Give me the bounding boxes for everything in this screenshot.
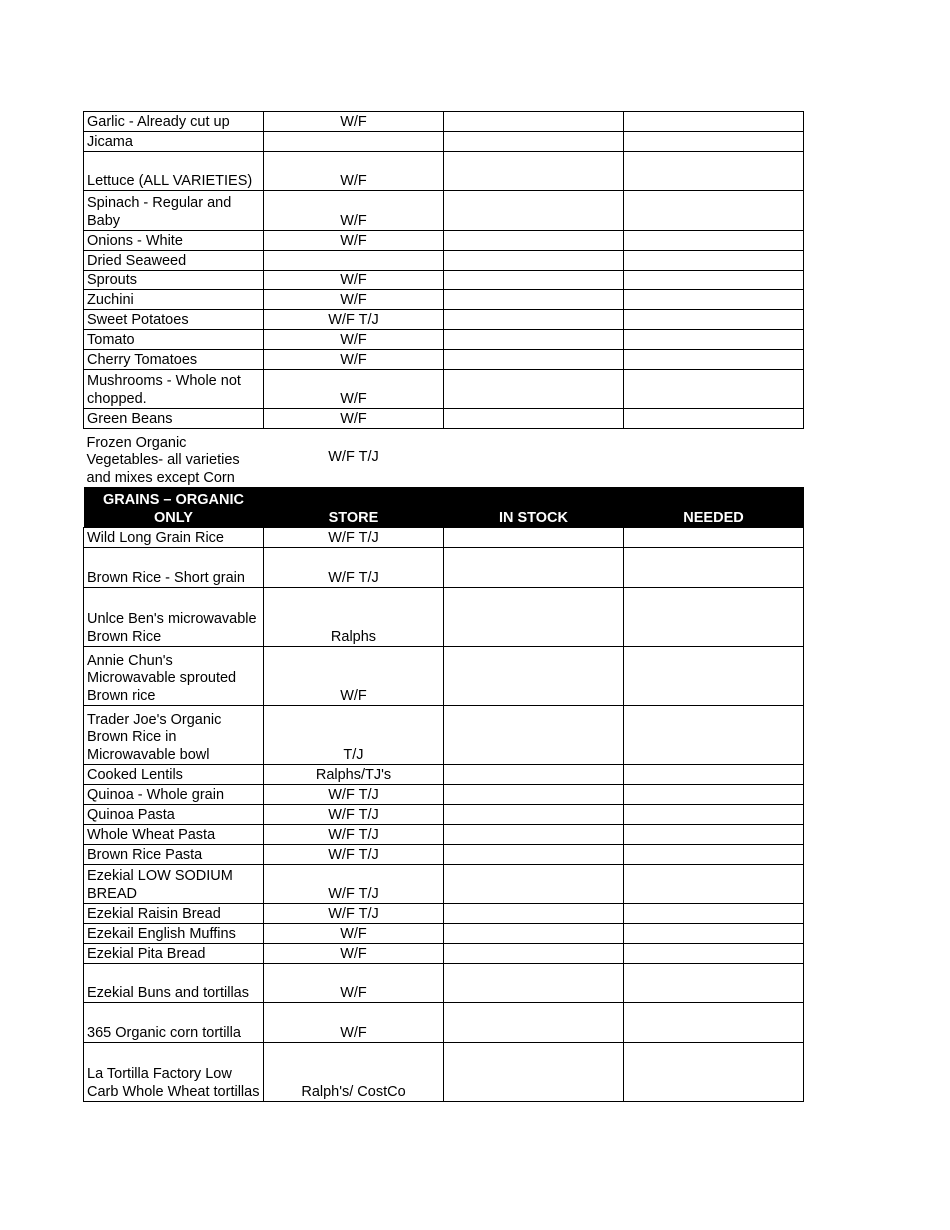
item-cell: Frozen Organic Vegetables- all varieties and mixes except Corn: [84, 429, 264, 488]
in-stock-cell[interactable]: [444, 152, 624, 191]
table-row: [84, 588, 804, 647]
in-stock-cell[interactable]: [444, 765, 624, 785]
in-stock-cell[interactable]: [444, 548, 624, 588]
in-stock-cell[interactable]: [444, 805, 624, 825]
needed-cell[interactable]: [624, 1043, 804, 1102]
in-stock-cell[interactable]: [444, 409, 624, 429]
needed-cell[interactable]: [624, 765, 804, 785]
store-cell: W/F T/J: [264, 904, 444, 924]
item-cell: Cherry Tomatoes: [84, 350, 264, 370]
store-cell: W/F: [264, 231, 444, 251]
in-stock-cell[interactable]: [444, 290, 624, 310]
in-stock-cell[interactable]: [444, 251, 624, 271]
store-cell: W/F: [264, 944, 444, 964]
table-row: [84, 350, 804, 370]
table-row: [84, 785, 804, 805]
needed-cell[interactable]: [624, 528, 804, 548]
in-stock-cell[interactable]: [444, 310, 624, 330]
needed-cell[interactable]: [624, 310, 804, 330]
in-stock-cell[interactable]: [444, 132, 624, 152]
table-row: [84, 647, 804, 706]
table-row: [84, 904, 804, 924]
needed-cell[interactable]: [624, 350, 804, 370]
store-cell: W/F: [264, 152, 444, 191]
table-row: [84, 845, 804, 865]
needed-cell[interactable]: [624, 924, 804, 944]
grocery-table: [83, 111, 804, 1102]
table-row: [84, 112, 804, 132]
needed-cell[interactable]: [624, 251, 804, 271]
table-row: [84, 924, 804, 944]
item-cell: Whole Wheat Pasta: [84, 825, 264, 845]
needed-cell[interactable]: [624, 132, 804, 152]
store-cell: W/F T/J: [264, 785, 444, 805]
needed-cell[interactable]: [624, 409, 804, 429]
needed-cell[interactable]: [624, 271, 804, 290]
in-stock-cell[interactable]: [444, 1003, 624, 1043]
in-stock-cell[interactable]: [444, 370, 624, 409]
table-row: [84, 1043, 804, 1102]
store-cell: W/F T/J: [264, 528, 444, 548]
store-cell: W/F: [264, 964, 444, 1003]
in-stock-cell[interactable]: [444, 330, 624, 350]
column-header-needed: NEEDED: [624, 488, 804, 528]
store-cell: W/F: [264, 924, 444, 944]
item-cell: Trader Joe's Organic Brown Rice in Microwavable bowl: [84, 706, 264, 765]
in-stock-cell[interactable]: [444, 904, 624, 924]
in-stock-cell[interactable]: [444, 528, 624, 548]
store-cell: Ralphs/TJ's: [264, 765, 444, 785]
store-cell: W/F T/J: [328, 449, 379, 466]
store-cell: W/F T/J: [264, 548, 444, 588]
table-row: [84, 429, 804, 488]
table-row: [84, 310, 804, 330]
table-row: [84, 271, 804, 290]
in-stock-cell[interactable]: [444, 924, 624, 944]
table-row: [84, 191, 804, 231]
item-cell: Unlce Ben's microwavable Brown Rice: [84, 588, 264, 647]
section-title: GRAINS – ORGANIC ONLY: [84, 488, 264, 528]
needed-cell[interactable]: [624, 588, 804, 647]
table-row: [84, 290, 804, 310]
in-stock-cell[interactable]: [444, 825, 624, 845]
item-cell: Quinoa Pasta: [84, 805, 264, 825]
item-cell: Green Beans: [84, 409, 264, 429]
section-header: [84, 488, 804, 528]
item-cell: Jicama: [84, 132, 264, 152]
item-cell: Sprouts: [84, 271, 264, 290]
item-cell: Dried Seaweed: [84, 251, 264, 271]
item-cell: Brown Rice Pasta: [84, 845, 264, 865]
in-stock-cell[interactable]: [444, 865, 624, 904]
table-row: [84, 706, 804, 765]
store-cell: W/F T/J: [264, 310, 444, 330]
in-stock-cell[interactable]: [444, 1043, 624, 1102]
table-row: [84, 152, 804, 191]
table-row: [84, 1003, 804, 1043]
item-cell: Ezekail English Muffins: [84, 924, 264, 944]
in-stock-cell[interactable]: [444, 112, 624, 132]
in-stock-cell[interactable]: [444, 944, 624, 964]
needed-cell[interactable]: [624, 825, 804, 845]
needed-cell[interactable]: [624, 152, 804, 191]
item-cell: Lettuce (ALL VARIETIES): [84, 152, 264, 191]
store-cell: W/F: [264, 1003, 444, 1043]
table-row: [84, 825, 804, 845]
table-row: [84, 528, 804, 548]
item-cell: Ezekial Buns and tortillas: [84, 964, 264, 1003]
table-row: [84, 548, 804, 588]
item-cell: Brown Rice - Short grain: [84, 548, 264, 588]
needed-cell[interactable]: [624, 706, 804, 765]
table-row: [84, 132, 804, 152]
table-row: [84, 865, 804, 904]
in-stock-cell[interactable]: [444, 350, 624, 370]
in-stock-cell[interactable]: [444, 231, 624, 251]
table-row: [84, 944, 804, 964]
table-row: [84, 251, 804, 271]
store-cell: W/F T/J: [264, 845, 444, 865]
in-stock-cell[interactable]: [444, 964, 624, 1003]
table-row: [84, 330, 804, 350]
needed-cell[interactable]: [624, 330, 804, 350]
needed-cell[interactable]: [624, 548, 804, 588]
in-stock-cell[interactable]: [444, 785, 624, 805]
needed-cell[interactable]: [624, 964, 804, 1003]
item-cell: Ezekial Pita Bread: [84, 944, 264, 964]
store-cell: W/F T/J: [264, 825, 444, 845]
item-cell: Cooked Lentils: [84, 765, 264, 785]
in-stock-cell[interactable]: [444, 271, 624, 290]
needed-cell[interactable]: [624, 370, 804, 409]
needed-cell[interactable]: [624, 805, 804, 825]
store-cell: W/F T/J: [264, 865, 444, 904]
store-cell: W/F: [264, 112, 444, 132]
store-cell: W/F: [264, 350, 444, 370]
item-cell: Tomato: [84, 330, 264, 350]
store-cell: W/F: [264, 647, 444, 706]
in-stock-cell[interactable]: [444, 845, 624, 865]
store-cell: [264, 132, 444, 152]
item-cell: Spinach - Regular and Baby: [84, 191, 264, 231]
column-header-in-stock: IN STOCK: [444, 488, 624, 528]
table-row: [84, 805, 804, 825]
store-cell: W/F: [264, 290, 444, 310]
in-stock-cell[interactable]: [444, 588, 624, 647]
item-cell: Quinoa - Whole grain: [84, 785, 264, 805]
table-row: [84, 765, 804, 785]
store-cell: W/F: [264, 409, 444, 429]
store-cell: W/F: [264, 191, 444, 231]
item-cell: Garlic - Already cut up: [84, 112, 264, 132]
item-cell: Ezekial Raisin Bread: [84, 904, 264, 924]
store-cell: Ralph's/ CostCo: [264, 1043, 444, 1102]
table-row: [84, 370, 804, 409]
needed-cell[interactable]: [624, 231, 804, 251]
needed-cell[interactable]: [624, 647, 804, 706]
table-row: [84, 231, 804, 251]
store-cell: Ralphs: [264, 588, 444, 647]
store-cell: W/F: [264, 330, 444, 350]
needed-cell[interactable]: [624, 944, 804, 964]
item-cell: La Tortilla Factory Low Carb Whole Wheat tortillas: [84, 1043, 264, 1102]
column-header-store: STORE: [264, 488, 444, 528]
store-cell: W/F: [264, 271, 444, 290]
needed-cell[interactable]: [624, 904, 804, 924]
item-cell: Ezekial LOW SODIUM BREAD: [84, 865, 264, 904]
in-stock-cell[interactable]: [444, 706, 624, 765]
needed-cell[interactable]: [624, 112, 804, 132]
needed-cell[interactable]: [624, 290, 804, 310]
item-cell: Sweet Potatoes: [84, 310, 264, 330]
item-cell: Onions - White: [84, 231, 264, 251]
store-cell: T/J: [264, 706, 444, 765]
item-cell: Wild Long Grain Rice: [84, 528, 264, 548]
item-cell: Zuchini: [84, 290, 264, 310]
store-cell: [264, 251, 444, 271]
item-cell: 365 Organic corn tortilla: [84, 1003, 264, 1043]
table-row: [84, 964, 804, 1003]
in-stock-cell[interactable]: [444, 191, 624, 231]
needed-cell[interactable]: [624, 865, 804, 904]
needed-cell[interactable]: [624, 845, 804, 865]
table-row: [84, 409, 804, 429]
needed-cell[interactable]: [624, 785, 804, 805]
store-cell: W/F T/J: [264, 805, 444, 825]
store-cell: W/F: [264, 370, 444, 409]
in-stock-cell[interactable]: [444, 647, 624, 706]
item-cell: Mushrooms - Whole not chopped.: [84, 370, 264, 409]
needed-cell[interactable]: [624, 191, 804, 231]
needed-cell[interactable]: [624, 1003, 804, 1043]
item-cell: Annie Chun's Microwavable sprouted Brown rice: [84, 647, 264, 706]
